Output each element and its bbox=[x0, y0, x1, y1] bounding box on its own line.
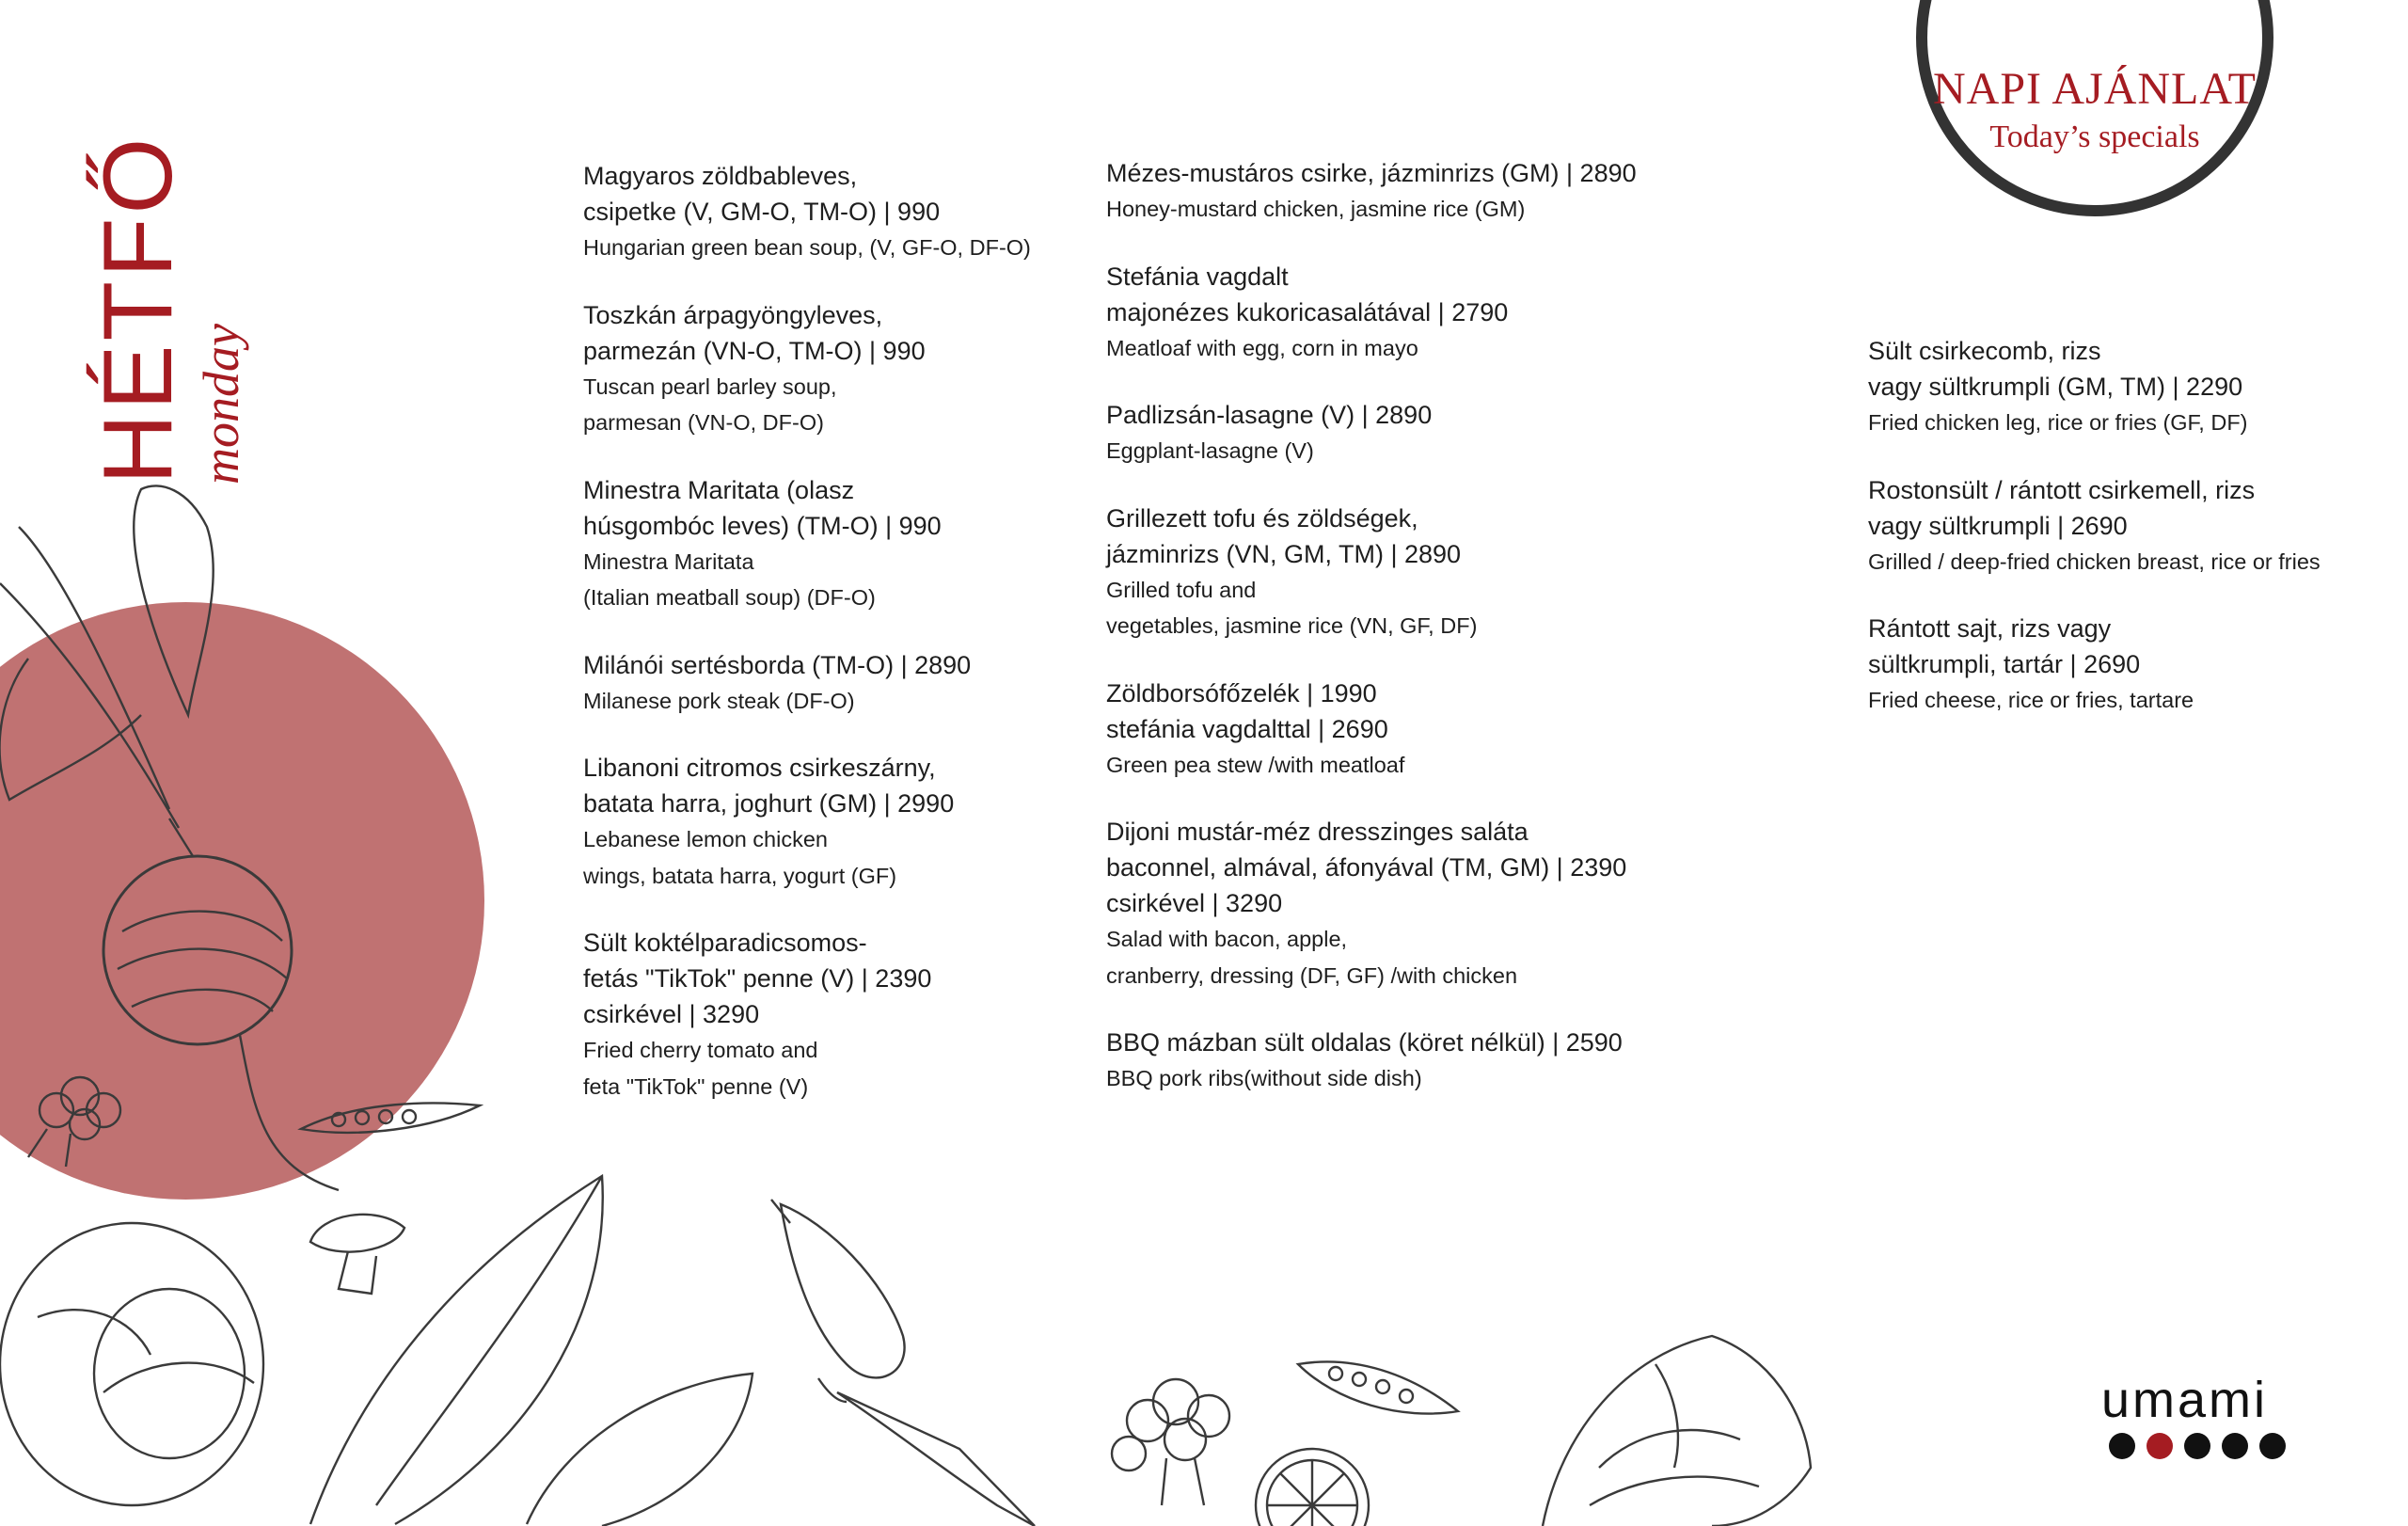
menu-item-name: Padlizsán-lasagne (V) | 2890 bbox=[1106, 401, 1433, 429]
broccoli-illustration bbox=[1112, 1379, 1229, 1505]
day-title: HÉTFŐ bbox=[84, 134, 193, 485]
menu-item-translation: Salad with bacon, apple, cranberry, dressing (DF, GF) /with chicken bbox=[1106, 927, 1518, 988]
pea-pod-mid-illustration bbox=[1298, 1361, 1458, 1413]
beetroot-illustration bbox=[0, 485, 339, 1190]
menu-item bbox=[583, 647, 1082, 720]
menu-item-translation: Meatloaf with egg, corn in mayo bbox=[1106, 335, 1418, 360]
menu-item-name: Zöldborsófőzelék | 1990 stefánia vagdalttal | 2690 bbox=[1106, 678, 1388, 743]
menu-item-name: Rántott sajt, rizs vagy sültkrumpli, tartár | 2690 bbox=[1868, 614, 2141, 678]
menu-item-name: BBQ mázban sült oldalas (köret nélkül) | 2590 bbox=[1106, 1028, 1623, 1057]
menu-item bbox=[1868, 472, 2395, 580]
menu-item bbox=[1868, 333, 2395, 441]
menu-item bbox=[583, 472, 1082, 616]
artichoke-right-illustration bbox=[1543, 1336, 1811, 1526]
menu-item-translation: Fried cherry tomato and feta "TikTok" penne (V) bbox=[583, 1038, 818, 1099]
menu-item-name: Sült koktélparadicsomos- fetás "TikTok" penne (V) | 2390 csirkével | 3290 bbox=[583, 929, 932, 1028]
menu-item-name: Toszkán árpagyöngyleves, parmezán (VN-O, TM-O) | 990 bbox=[583, 300, 926, 365]
menu-item-translation: Fried chicken leg, rice or fries (GF, DF) bbox=[1868, 410, 2248, 435]
logo-dot bbox=[2259, 1433, 2286, 1459]
menu-item-name: Milánói sertésborda (TM-O) | 2890 bbox=[583, 650, 972, 679]
menu-column-3 bbox=[1868, 333, 2395, 719]
badge-subtitle: Today’s specials bbox=[1989, 119, 2200, 154]
pea-pod-illustration bbox=[301, 1104, 480, 1133]
menu-item-name: Mézes-mustáros csirke, jázminrizs (GM) | 2890 bbox=[1106, 159, 1637, 187]
day-heading bbox=[84, 127, 259, 485]
menu-item bbox=[583, 750, 1082, 894]
menu-item-translation: Tuscan pearl barley soup, parmesan (VN-O, DF-O) bbox=[583, 374, 837, 435]
menu-item-name: Libanoni citromos csirkeszárny, batata harra, joghurt (GM) | 2990 bbox=[583, 754, 955, 818]
mushroom-illustration bbox=[310, 1215, 404, 1294]
menu-item-name: Dijoni mustár-méz dresszinges saláta baconnel, almával, áfonyával (TM, GM) | 2390 csirkével | 3290 bbox=[1106, 818, 1627, 917]
menu-item bbox=[1106, 259, 1689, 367]
umami-logo bbox=[2098, 1372, 2314, 1463]
menu-item bbox=[1868, 611, 2395, 719]
carrot-illustration bbox=[818, 1378, 1035, 1526]
logo-dot-accent bbox=[2147, 1433, 2173, 1459]
logo-dots bbox=[2109, 1433, 2286, 1459]
menu-item-translation: Milanese pork steak (DF-O) bbox=[583, 688, 855, 713]
menu-item-translation: Lebanese lemon chicken wings, batata harra, yogurt (GF) bbox=[583, 827, 897, 888]
menu-item-name: Stefánia vagdalt majonézes kukoricasalátával | 2790 bbox=[1106, 262, 1509, 326]
logo-text: umami bbox=[2101, 1372, 2269, 1428]
cauliflower-illustration bbox=[28, 1077, 120, 1167]
logo-dot bbox=[2222, 1433, 2248, 1459]
leafy-green-illustration bbox=[310, 1176, 752, 1526]
artichoke-left-illustration bbox=[0, 1223, 263, 1505]
menu-item-translation: Honey-mustard chicken, jasmine rice (GM) bbox=[1106, 197, 1526, 221]
menu-column-1 bbox=[583, 158, 1082, 1105]
menu-item-translation: Eggplant-lasagne (V) bbox=[1106, 438, 1314, 463]
menu-item-translation: Minestra Maritata (Italian meatball soup) (DF-O) bbox=[583, 548, 876, 610]
menu-item bbox=[1106, 814, 1689, 993]
menu-item bbox=[1106, 155, 1689, 228]
menu-item bbox=[1106, 501, 1689, 644]
day-subtitle: monday bbox=[193, 324, 249, 485]
menu-item bbox=[1106, 397, 1689, 469]
menu-item-name: Grillezett tofu és zöldségek, jázminrizs (VN, GM, TM) | 2890 bbox=[1106, 503, 1462, 568]
menu-item-name: Magyaros zöldbableves, csipetke (V, GM-O, TM-O) | 990 bbox=[583, 162, 941, 226]
menu-item bbox=[1106, 676, 1689, 784]
menu-item-name: Minestra Maritata (olasz húsgombóc leves) (TM-O) | 990 bbox=[583, 475, 942, 540]
menu-item-translation: Grilled tofu and vegetables, jasmine rice (VN, GF, DF) bbox=[1106, 577, 1478, 638]
menu-item-translation: Grilled / deep-fried chicken breast, rice or fries bbox=[1868, 548, 2321, 574]
menu-item-translation: Hungarian green bean soup, (V, GF-O, DF-O) bbox=[583, 235, 1031, 260]
menu-item-name: Sült csirkecomb, rizs vagy sültkrumpli (GM, TM) | 2290 bbox=[1868, 337, 2243, 401]
menu-item bbox=[583, 925, 1082, 1105]
menu-item bbox=[583, 297, 1082, 441]
badge-title: NAPI AJÁNLAT bbox=[1932, 64, 2257, 114]
eggplant-illustration bbox=[771, 1200, 905, 1377]
menu-item bbox=[1106, 1025, 1689, 1097]
lemon-slice-illustration bbox=[1256, 1449, 1369, 1526]
menu-item-translation: BBQ pork ribs(without side dish) bbox=[1106, 1066, 1422, 1090]
logo-dot bbox=[2109, 1433, 2135, 1459]
menu-item-translation: Green pea stew /with meatloaf bbox=[1106, 752, 1405, 777]
logo-dot bbox=[2184, 1433, 2210, 1459]
menu-item-name: Rostonsült / rántott csirkemell, rizs vagy sültkrumpli | 2690 bbox=[1868, 475, 2256, 540]
menu-item-translation: Fried cheese, rice or fries, tartare bbox=[1868, 688, 2194, 712]
menu-item bbox=[583, 158, 1082, 266]
menu-column-2 bbox=[1106, 155, 1689, 1097]
